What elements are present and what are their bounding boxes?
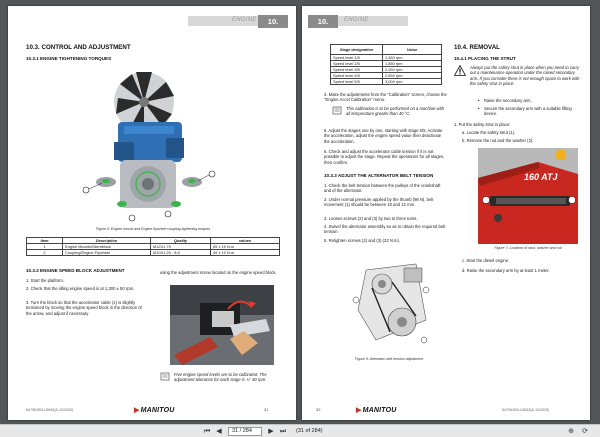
table-cell: Speed level 2/5 — [331, 61, 383, 67]
belt-step-1: 1. Check the belt tension between the pulleys of the crankshaft and of the alternator. — [324, 183, 441, 194]
step-4: 4. Make the adjustments from the "Calibration" screen, choose the "Engine Accel Calibration" menu. — [324, 92, 447, 103]
table-cell: Speed level 4/5 — [331, 73, 383, 79]
footer-reference: 647961EN-UDM3(A-12/2020) — [26, 408, 74, 412]
strut-location-photo — [478, 148, 578, 244]
page-number: 31 — [264, 407, 269, 412]
table-cell: 69 ± 10 N.m — [211, 244, 280, 250]
warning-bullet-2: Secure the secondary arm with a suitable lifting device. — [484, 106, 572, 117]
zoom-in-icon[interactable]: ⊕ — [568, 428, 574, 435]
page-number-input[interactable]: 31 / 284 — [228, 427, 262, 436]
table-header-row — [331, 45, 442, 55]
previous-page-button[interactable]: ◀ — [216, 428, 222, 435]
note-icon — [160, 372, 170, 381]
table-cell: 1,450 rpm — [383, 55, 442, 61]
table-cell: Speed level 1/5 — [331, 55, 383, 61]
table-header: Value — [383, 45, 442, 55]
bullet-dot: • — [478, 106, 480, 111]
last-page-button[interactable]: ⏭ — [279, 428, 287, 435]
belt-step-4: 4. Swivel the alternator assembly so as to obtain the required belt tension. — [324, 224, 446, 235]
warning-bullet-1: Raise the secondary arm, — [484, 98, 532, 103]
table-cell: 2,250 rpm — [383, 67, 442, 73]
table-cell: 1 — [27, 244, 63, 250]
header-section-number: 10. — [308, 15, 338, 28]
warning-icon — [454, 65, 466, 76]
table-row — [331, 79, 442, 85]
step-3: 3. Turn the block so that the accelerator cable (1) is slightly tensioned by moving the engine speed block in the direction of the arrow, and adjust if necessary — [26, 300, 142, 316]
rotate-icon[interactable]: ⟳ — [582, 428, 588, 435]
strut-step-1: 1. Put the safety strut in place: — [454, 122, 511, 127]
subsection-title: 10.3.3 ADJUST THE ALTERNATOR BELT TENSION — [324, 173, 434, 178]
alternator-belt-figure — [346, 250, 436, 354]
section-title: 10.4. REMOVAL — [454, 44, 500, 51]
table-cell: M12X1.75 — [151, 244, 211, 250]
table-cell: 2 — [27, 250, 63, 256]
viewer-toolbar — [0, 424, 600, 437]
table-header: Item — [27, 238, 63, 244]
manitou-logo: ▶MANITOU — [356, 407, 397, 414]
figure-5-caption: Figure 5: Engine mount and Engine flywheel coupling tightening torques — [95, 227, 211, 231]
subsection-title: 10.3.2 ENGINE SPEED BLOCK ADJUSTMENT — [26, 268, 125, 273]
header-section-label: ENGINE — [232, 17, 257, 23]
table-cell: Speed level 5/5 — [331, 79, 383, 85]
step-2: 2. Check that the idling engine speed is at 1,300 ± 50 rpm. — [26, 286, 135, 291]
page-number: 32 — [316, 407, 321, 412]
belt-step-5: 5. Retighten screws (2) and (3) (22 N.m). — [324, 238, 401, 243]
step-1: 1. Start the platform. — [26, 278, 64, 283]
step-6: 6. Check and adjust the accelerator cable tension if it is not possible to adjust the stage. Repeat the operations for all stages, then confirm. — [324, 149, 445, 165]
page-count-label: (31 of 284) — [296, 428, 323, 434]
table-cell: M10X1.25 - 8.8 — [151, 250, 211, 256]
engine-mount-figure — [76, 64, 226, 224]
speed-block-photo — [170, 285, 274, 365]
torque-table — [26, 237, 280, 256]
footer-reference: 647961EN-UDM3(A-12/2020) — [502, 408, 550, 412]
page-31 — [8, 6, 296, 420]
note-icon — [332, 106, 342, 115]
belt-step-3: 3. Loosen screws (2) and (3) by two to three turns. — [324, 216, 418, 221]
strut-step-1a: a. Locate the safety strut (1). — [462, 130, 516, 135]
first-page-button[interactable]: ⏮ — [203, 428, 211, 435]
next-page-button[interactable]: ▶ — [268, 428, 274, 435]
strut-step-1d: d. Raise the secondary arm by at least 1 meter. — [462, 268, 550, 273]
table-cell: 2,650 rpm — [383, 73, 442, 79]
figure-6-caption: Figure 6: Alternator belt tension adjustment — [354, 357, 424, 361]
table-header: Quality — [151, 238, 211, 244]
table-cell: 1,850 rpm — [383, 61, 442, 67]
safety-warning: Always put the safety strut in place when you need to carry out a maintenance operation under the raised secondary arm. If you consider there is not enough space to work with the safety strut in place: — [470, 65, 580, 87]
table-cell: 49 ± 10 N.m — [211, 250, 280, 256]
calibration-note: Five engine speed levels are to be calibrated. The adjustment tolerance for each stage is +/- 50 rpm. — [174, 372, 267, 383]
table-cell: 3,000 rpm — [383, 79, 442, 85]
step-5: 5. Adjust the stages one by one, starting with stage 5/5. Activate the acceleration, adjust the engine speed value then deactivate the acceleration. — [324, 128, 443, 144]
bullet-dot: • — [478, 98, 480, 103]
subsection-title: 10.3.1 ENGINE TIGHTENING TORQUES — [26, 56, 112, 61]
subsection-title: 10.4.1 PLACING THE STRUT — [454, 56, 516, 61]
temperature-note: This calibration is to be performed on a machine with all temperature greater than 40 °C. — [346, 106, 444, 117]
table-row — [27, 250, 280, 256]
belt-step-2: 2. Under normal pressure applied by the thumb (98 N), belt movement (1) should be between 10 and 12 mm. — [324, 197, 434, 208]
strut-step-1b: b. Remove the nut and the washer (2). — [462, 138, 534, 143]
page-32 — [302, 6, 590, 420]
table-cell: Engine Mounts/Silentblock — [63, 244, 151, 250]
table-cell: Coupling/Engine Flywheel — [63, 250, 151, 256]
header-section-number: 10. — [258, 15, 288, 28]
table-header: Stage designation — [331, 45, 383, 55]
table-cell: Speed level 3/5 — [331, 67, 383, 73]
speed-block-text: using the adjustment screw located on the engine speed block. — [160, 270, 277, 275]
section-title: 10.3. CONTROL AND ADJUSTMENT — [26, 44, 131, 51]
table-header: Description — [63, 238, 151, 244]
header-section-label: ENGINE — [344, 17, 369, 23]
figure-7-caption: Figure 7: Location of strut, washer and nut — [494, 246, 562, 250]
table-header: values — [211, 238, 280, 244]
manitou-logo: ▶MANITOU — [134, 407, 175, 414]
strut-step-1c: c. Start the diesel engine. — [462, 258, 510, 263]
machine-model-label: 160 ATJ — [524, 172, 558, 182]
speed-level-table — [330, 44, 442, 85]
